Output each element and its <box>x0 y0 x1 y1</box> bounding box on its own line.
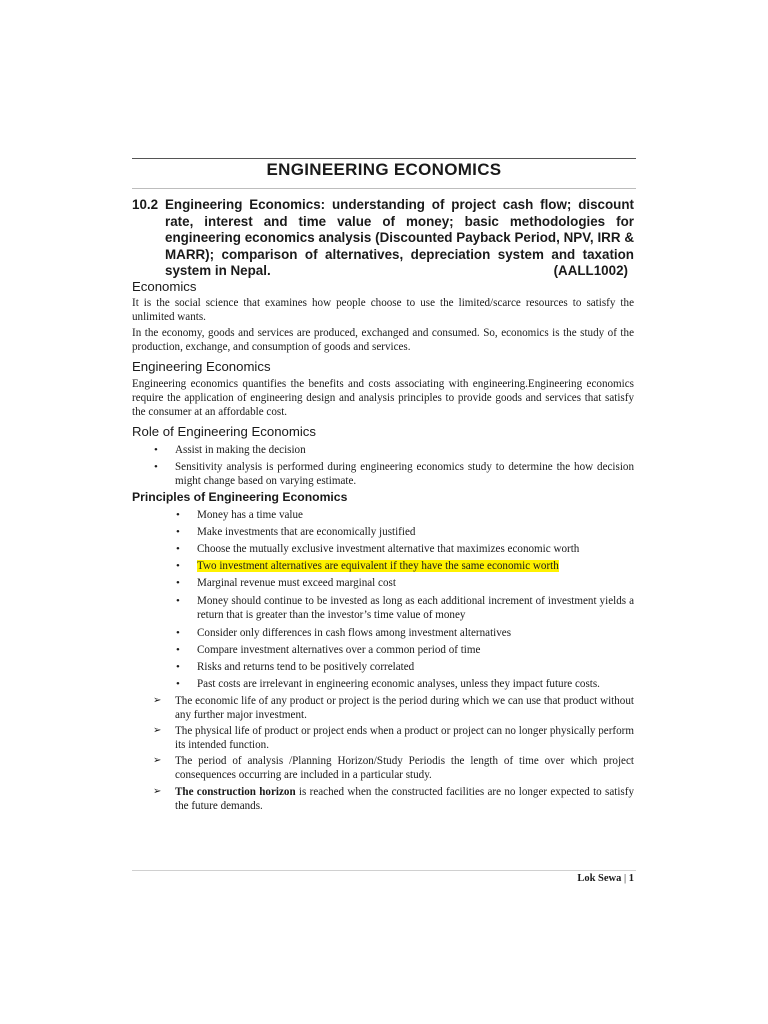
bullet-icon: • <box>176 661 180 673</box>
title-underline <box>132 188 636 189</box>
page-number: 1 <box>628 873 634 884</box>
page-title: ENGINEERING ECONOMICS <box>266 160 502 179</box>
arrow-bullet-icon: ➢ <box>153 725 162 736</box>
principle-item: • Risks and returns tend to be positively correlated <box>176 661 415 673</box>
heading-engineering-economics: Engineering Economics <box>132 359 271 374</box>
economics-para-1: It is the social science that examines how people choose to use the limited/scarce resources to satisfy the unlimited wants. <box>132 297 634 323</box>
bullet-icon: • <box>176 560 180 572</box>
bullet-icon: • <box>176 644 180 656</box>
principle-item: • Compare investment alternatives over a common period of time <box>176 644 481 656</box>
principle-item: • Past costs are irrelevant in engineering economic analyses, unless they impact future costs. <box>176 678 600 690</box>
bullet-icon: • <box>154 444 158 456</box>
definition-item: ➢ The economic life of any product or project is the period during which we can use that product without any further major investment. <box>153 695 634 721</box>
page-footer <box>577 873 634 884</box>
bullet-icon: • <box>176 543 180 555</box>
topic-number: 10.2 <box>132 197 159 212</box>
economics-para-2: In the economy, goods and services are produced, exchanged and consumed. So, economics is the study of the production, exchange, and consumption of goods and services. <box>132 327 634 353</box>
engineering-economics-para: Engineering economics quantifies the benefits and costs associating with engineering.Engineering economics require the application of engineering design and analysis principles to provide goods and services that satisfy the consumer at an affordable cost. <box>132 378 634 418</box>
principle-item: • Choose the mutually exclusive investment alternative that maximizes economic worth <box>176 543 580 555</box>
role-item: • Assist in making the decision <box>154 444 306 456</box>
footer-label: Lok Sewa <box>577 873 622 884</box>
principle-item: • Make investments that are economically justified <box>176 526 416 538</box>
heading-role: Role of Engineering Economics <box>132 424 316 439</box>
heading-economics: Economics <box>132 279 197 294</box>
bullet-icon: • <box>176 526 180 538</box>
principle-item: • Marginal revenue must exceed marginal cost <box>176 577 396 589</box>
topic-code: (AALL1002) <box>553 263 628 279</box>
top-rule <box>132 158 636 159</box>
principle-item <box>176 559 634 573</box>
principle-item: • Money has a time value <box>176 509 303 521</box>
bullet-icon: • <box>176 509 180 521</box>
arrow-bullet-icon: ➢ <box>153 755 162 766</box>
role-item: • Sensitivity analysis is performed during engineering economics study to determine the how decision might change based on varying estimate. <box>154 461 634 487</box>
bullet-icon: • <box>176 595 180 607</box>
bullet-icon: • <box>176 627 180 639</box>
definition-item: ➢ The period of analysis /Planning Horizon/Study Periodis the length of time over which project consequences occurring are included in a particular study. <box>153 755 634 781</box>
highlighted-text: Two investment alternatives are equivalent if they have the same economic worth <box>197 560 559 572</box>
topic-text: Engineering Economics: understanding of project cash flow; discount rate, interest and time value of money; basic methodologies for engineering economics analysis (Discounted Payback Period, NPV, IRR & MARR); comparison of alternatives, depreciation system and taxation system in Nepal. (AALL1002) <box>165 197 634 279</box>
definition-item: ➢ The construction horizon is reached when the constructed facilities are no longer expected to satisfy the future demands. <box>153 786 634 812</box>
footer-separator: | <box>624 873 627 884</box>
bullet-icon: • <box>176 577 180 589</box>
heading-principles: Principles of Engineering Economics <box>132 490 348 504</box>
arrow-bullet-icon: ➢ <box>153 695 162 706</box>
topic-block <box>132 197 634 280</box>
principle-item: • Consider only differences in cash flows among investment alternatives <box>176 627 512 639</box>
principle-item: • Money should continue to be invested as long as each additional increment of investment yields a return that is greater than the investor’s time value of money <box>176 595 634 621</box>
definition-item: ➢ The physical life of product or project ends when a product or project can no longer physically perform its intended function. <box>153 725 634 751</box>
bullet-icon: • <box>154 461 158 473</box>
definition-term: The construction horizon <box>175 786 296 798</box>
bullet-icon: • <box>176 678 180 690</box>
arrow-bullet-icon: ➢ <box>153 786 162 797</box>
footer-rule <box>132 870 636 871</box>
